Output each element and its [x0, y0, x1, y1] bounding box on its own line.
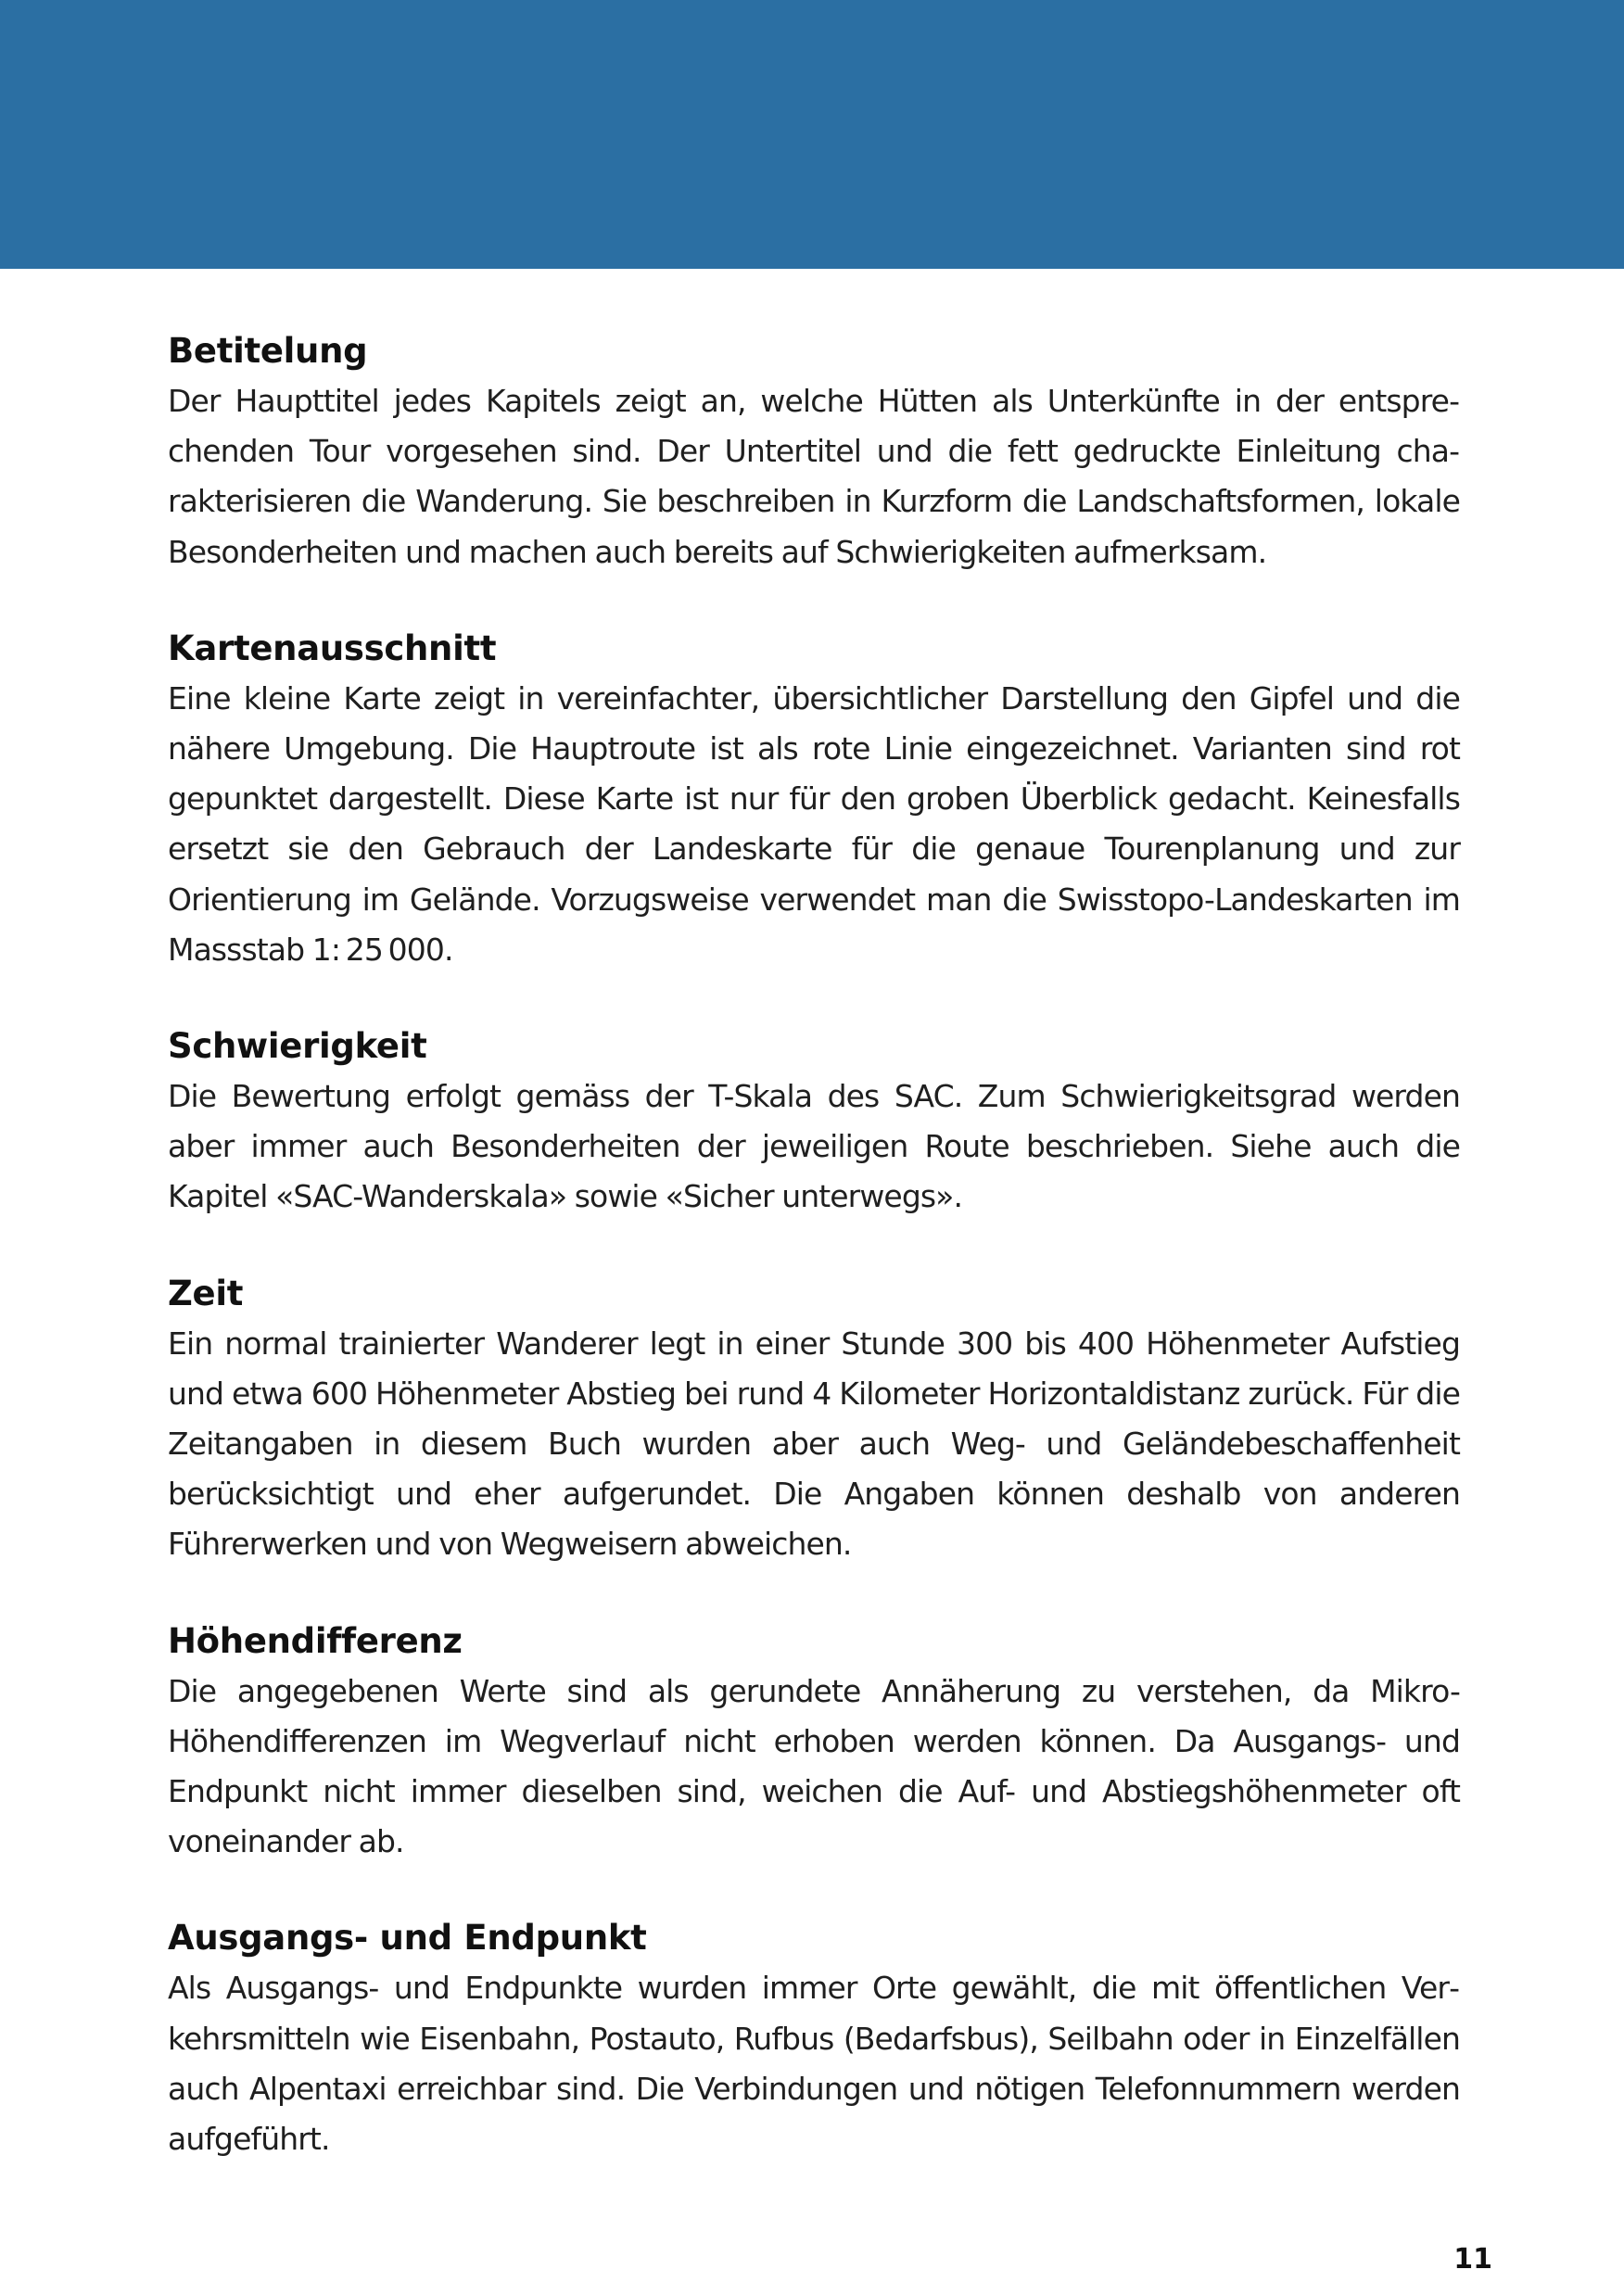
section-title: Höhendifferenz [168, 1620, 463, 1661]
page-content [168, 326, 1460, 2211]
section-title: Betitelung [168, 331, 368, 371]
section-hoehendifferenz [168, 1617, 1460, 1868]
section-paragraph: Die Bewertung erfolgt gemäss der T-Skala des SAC. Zum Schwierigkeitsgrad werden aber immer auch Besonderheiten der jeweiligen Route beschrieben. Siehe auch die Kapitel «SAC-Wanderskala» sowie «Sicher unterwegs». [168, 1078, 1460, 1215]
section-ausgangs-und-endpunkt [168, 1913, 1460, 2164]
page-number: 11 [1453, 2243, 1492, 2276]
section-title: Zeit [168, 1273, 244, 1313]
section-schwierigkeit [168, 1021, 1460, 1223]
header-band [0, 0, 1624, 269]
section-title: Schwierigkeit [168, 1026, 427, 1067]
section-betitelung [168, 326, 1460, 577]
section-title: Ausgangs- und Endpunkt [168, 1918, 647, 1959]
section-paragraph: Als Ausgangs- und Endpunkte wurden immer Orte gewählt, die mit öffentlichen Verkehrsmitteln wie Eisenbahn, Postauto, Rufbus (Bedarfsbus), Seilbahn oder in Einzelfällen auch Alpentaxi erreichbar sind. Die Verbindungen und nötigen Telefonnummern werden aufgeführt. [168, 1970, 1460, 2158]
section-paragraph: Die angegebenen Werte sind als gerundete Annäherung zu verstehen, da Mikro-Höhendifferenzen im Wegverlauf nicht erhoben werden können. Da Ausgangs- und Endpunkt nicht immer dieselben sind, weichen die Auf- und Abstiegshöhenmeter oft voneinander ab. [168, 1672, 1460, 1860]
section-paragraph: Ein normal trainierter Wanderer legt in einer Stunde 300 bis 400 Höhenmeter Aufstieg und etwa 600 Höhenmeter Abstieg bei rund 4 Kilometer Horizontaldistanz zurück. Für die Zeitangaben in diesem Buch wurden aber auch Weg- und Geländebeschaffenheit berücksichtigt und eher aufgerundet. Die Angaben können deshalb von anderen Führerwerken und von Wegweisern abweichen. [168, 1325, 1460, 1563]
section-title: Kartenausschnitt [168, 628, 497, 668]
section-paragraph: Eine kleine Karte zeigt in vereinfachter, übersichtlicher Darstellung den Gipfel und die nähere Umgebung. Die Hauptroute ist als rote Linie eingezeichnet. Varianten sind rot gepunktet dargestellt. Diese Karte ist nur für den groben Überblick gedacht. Keinesfalls ersetzt sie den Gebrauch der Landeskarte für die genaue Tourenplanung und zur Orientierung im Gelände. Vorzugsweise verwendet man die Swisstopo-Landeskarten im Massstab 1: 25 000. [168, 679, 1460, 968]
section-kartenausschnitt [168, 624, 1460, 975]
section-zeit [168, 1269, 1460, 1570]
section-paragraph: Der Haupttitel jedes Kapitels zeigt an, welche Hütten als Unterkünfte in der entsprechenden Tour vorgesehen sind. Der Untertitel und die fett gedruckte Einleitung charakterisieren die Wanderung. Sie beschreiben in Kurzform die Landschaftsformen, lokale Besonderheiten und machen auch bereits auf Schwierigkeiten aufmerksam. [168, 383, 1460, 570]
